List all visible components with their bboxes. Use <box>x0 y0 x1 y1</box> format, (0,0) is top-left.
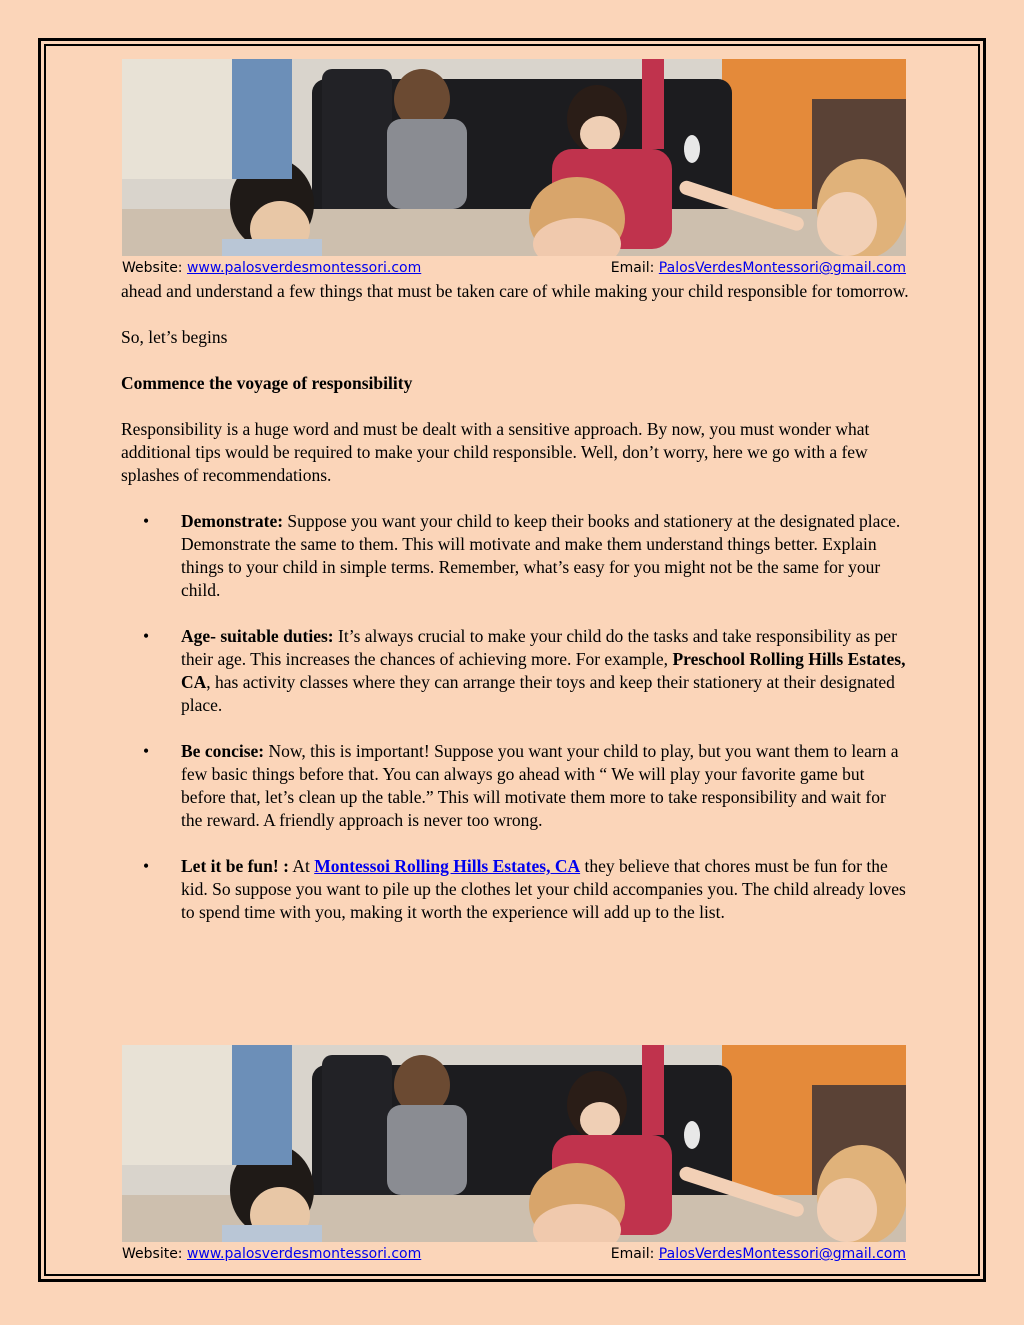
item-text: It’s always crucial to make your child do the tasks and take responsibility as per their age. This increases the chances of achieving more. For example, <box>181 626 897 669</box>
bullet-icon: • <box>143 741 150 761</box>
email-info <box>611 260 906 276</box>
item-title: Be concise: <box>181 741 265 761</box>
montessori-link[interactable]: Montessoi Rolling Hills Estates, CA <box>314 856 581 876</box>
tips-list <box>121 510 911 924</box>
email-info <box>611 1246 906 1262</box>
list-item <box>121 855 911 924</box>
list-item <box>121 625 911 717</box>
list-item <box>121 740 911 832</box>
item-title: Demonstrate: <box>181 511 284 531</box>
item-text: At <box>288 856 315 876</box>
footer-photo <box>122 1045 906 1242</box>
email-link[interactable]: PalosVerdesMontessori@gmail.com <box>658 260 906 276</box>
list-item <box>121 510 911 602</box>
section-heading: Commence the voyage of responsibility <box>121 373 413 393</box>
email-label: Email: <box>610 1246 655 1262</box>
website-link[interactable]: www.palosverdesmontessori.com <box>186 1246 422 1262</box>
bullet-icon: • <box>143 856 150 876</box>
website-info <box>122 1246 421 1262</box>
item-text-after: , has activity classes where they can arrange their toys and keep their stationery at their designated place. <box>181 672 895 715</box>
header-photo <box>122 59 906 256</box>
website-label: Website: <box>122 260 183 276</box>
page-footer <box>122 257 906 279</box>
bullet-icon: • <box>143 626 150 646</box>
item-text: Now, this is important! Suppose you want your child to play, but you want them to learn a few basic things before that. You can always go ahead with “ We will play your favorite game but before that, let’s clean up the table.” This will motivate them more to take responsibility and wait for the reward. A friendly approach is never too wrong. <box>181 741 899 830</box>
article-body <box>121 280 911 947</box>
item-text: Suppose you want your child to keep their books and stationery at the designated place. Demonstrate the same to them. This will motivate and make them understand things better. Explain things to your child in simple terms. Remember, what’s easy for you might not be the same for your child. <box>181 511 901 600</box>
item-text-after: they believe that chores must be fun for the kid. So suppose you want to pile up the clothes let your child accompanies you. The child already loves to spend time with you, making it worth the experience will add up to the list. <box>181 856 906 922</box>
website-label: Website: <box>122 1246 183 1262</box>
website-link[interactable]: www.palosverdesmontessori.com <box>186 260 422 276</box>
website-info <box>122 260 421 276</box>
item-title: Let it be fun! : <box>181 856 289 876</box>
item-title: Age- suitable duties: <box>181 626 334 646</box>
lets-begin-text: So, let’s begins <box>121 327 228 347</box>
email-link[interactable]: PalosVerdesMontessori@gmail.com <box>658 1246 906 1262</box>
photo-children-playing-icon <box>122 1045 906 1242</box>
page-footer <box>122 1243 906 1265</box>
responsibility-paragraph: Responsibility is a huge word and must be dealt with a sensitive approach. By now, you must wonder what additional tips would be required to make your child responsible. Well, don’t worry, here we go with a few splashes of recommendations. <box>121 419 870 485</box>
item-bold-inline: Preschool Rolling Hills Estates, CA <box>181 649 906 692</box>
email-label: Email: <box>610 260 655 276</box>
bullet-icon: • <box>143 511 150 531</box>
photo-children-playing-icon <box>122 59 906 256</box>
intro-paragraph: ahead and understand a few things that must be taken care of while making your child responsible for tomorrow. <box>121 281 909 301</box>
